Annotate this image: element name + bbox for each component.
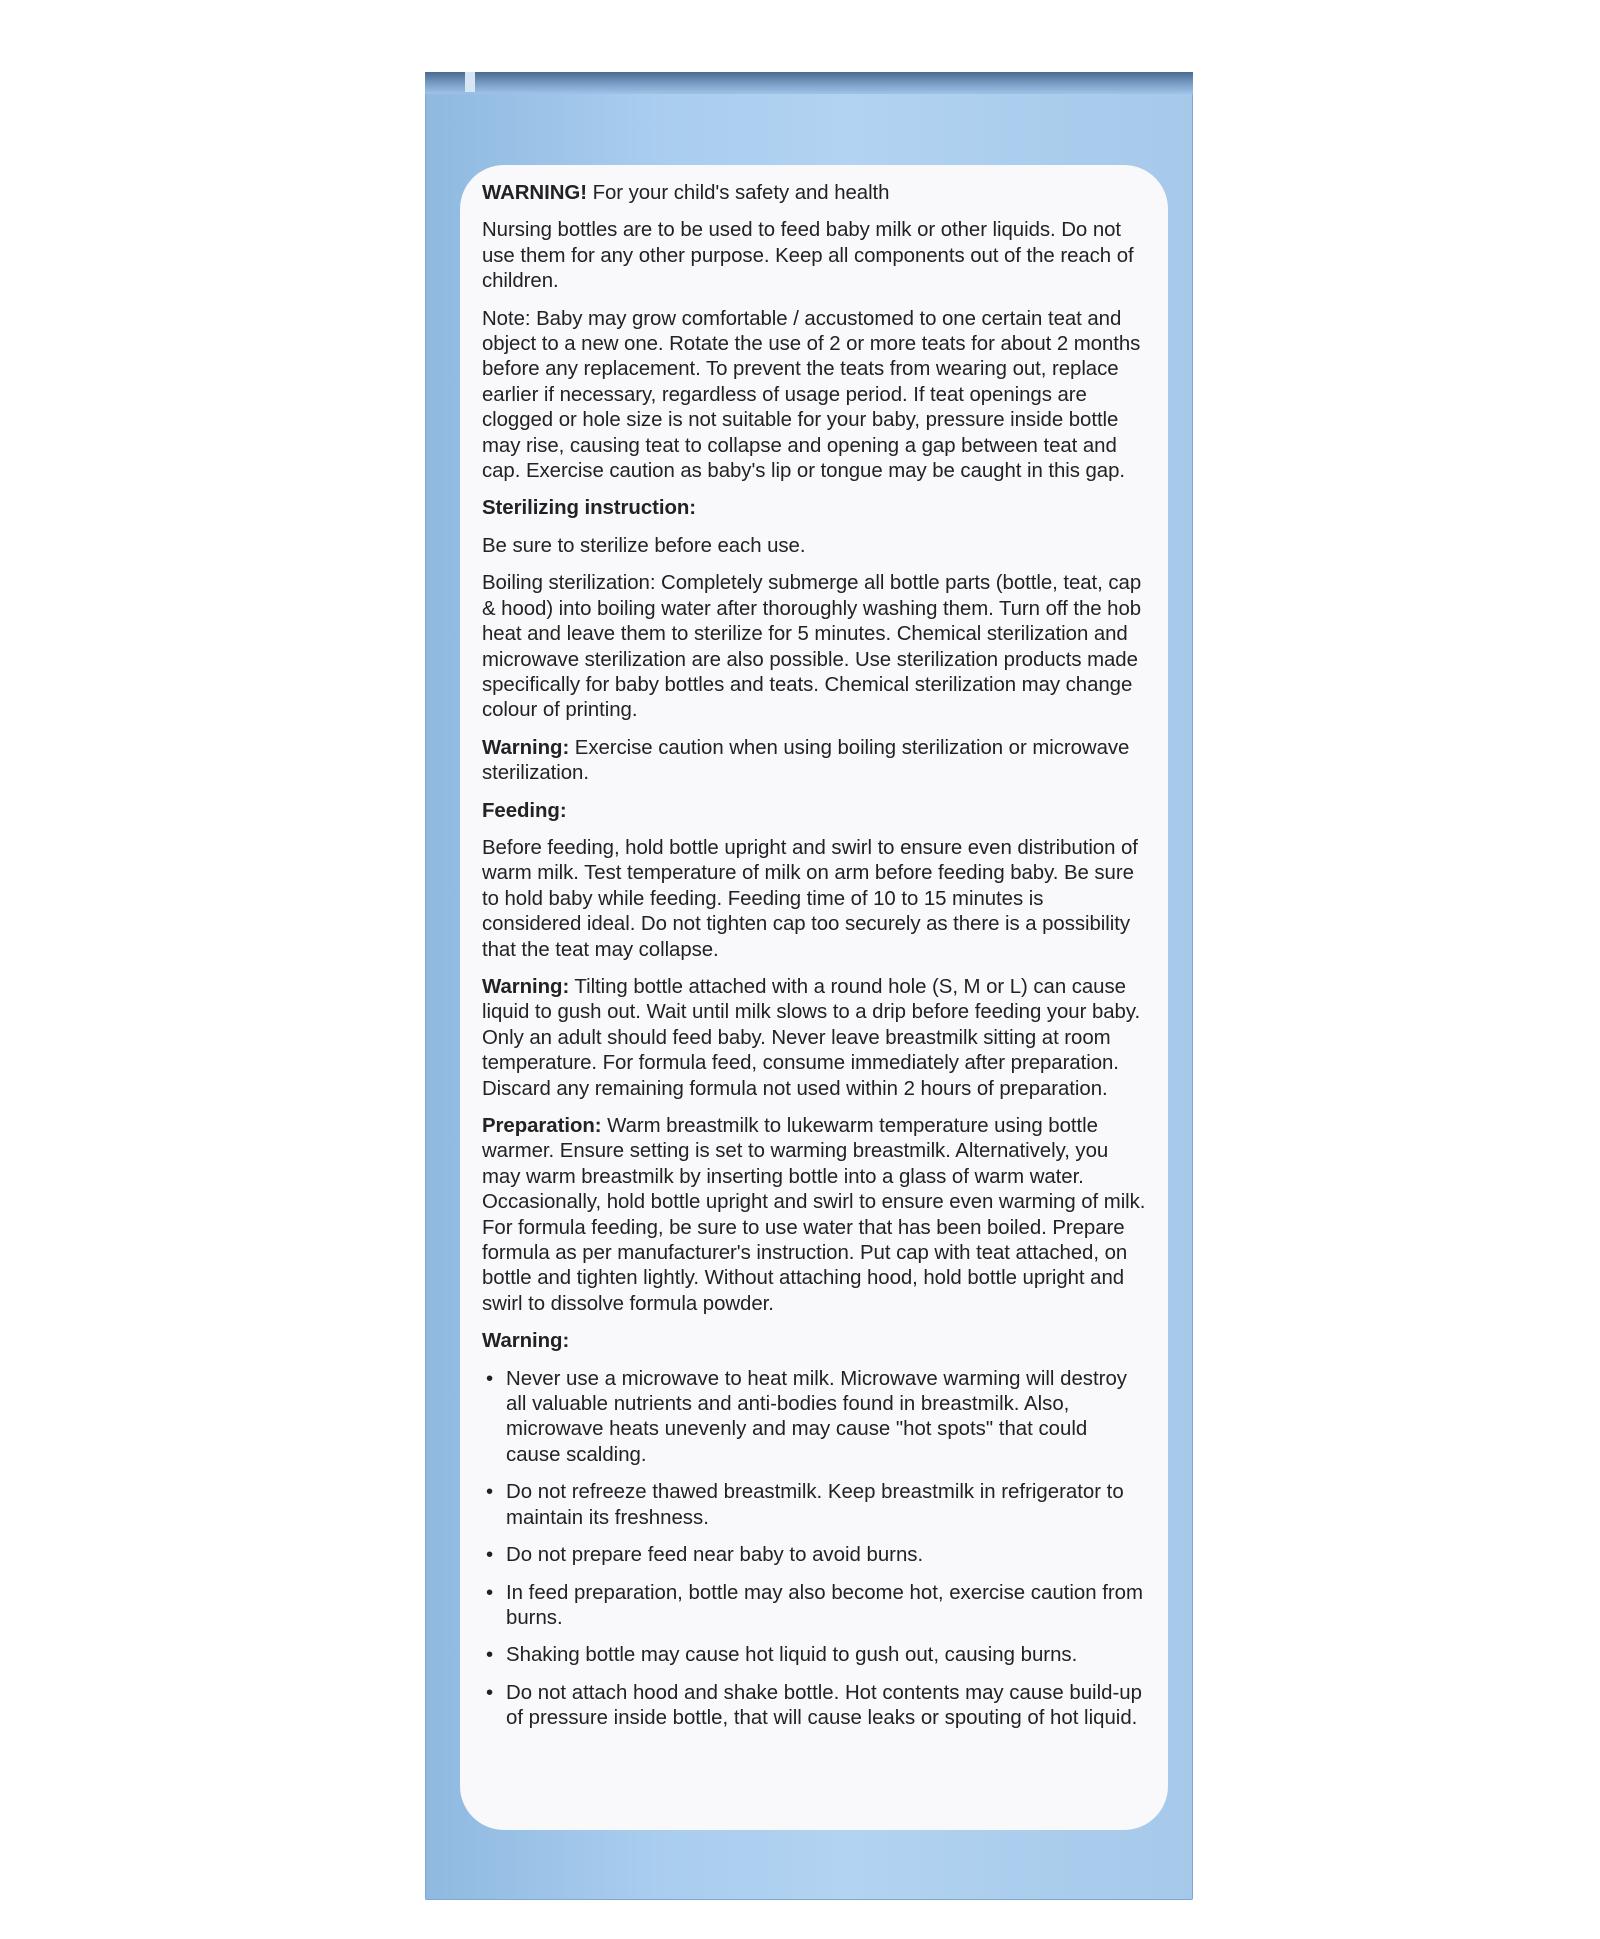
final-warning-heading xyxy=(482,1329,1146,1354)
warning-list-item: • Do not attach hood and shake bottle. Hot contents may cause build-up of pressure inside bottle, that will cause leaks or spouting of hot liquid. xyxy=(482,1681,1146,1732)
warning-intro-text: For your child's safety and health xyxy=(586,182,890,204)
note-paragraph: Note: Baby may grow comfortable / accustomed to one certain teat and object to a new one. Rotate the use of 2 or more teats for about 2 months before any replacement. To prevent the teats from wearing out, replace earlier if necessary, regardless of usage period. If teat openings are clogged or hole size is not suitable for your baby, pressure inside bottle may rise, causing teat to collapse and opening a gap between teat and cap. Exercise caution as baby's lip or tongue may be caught in this gap. xyxy=(482,307,1141,483)
sterilizing-warning-text: Exercise caution when using boiling sterilization or microwave sterilization. xyxy=(482,736,1130,785)
sterilizing-warning xyxy=(482,736,1146,787)
usage-paragraph: Nursing bottles are to be used to feed baby milk or other liquids. Do not use them for any other purpose. Keep all components out of the reach of children. xyxy=(482,219,1134,293)
feeding-heading xyxy=(482,799,1146,824)
instructions-panel xyxy=(460,165,1168,1830)
warning-list-item: • Never use a microwave to heat milk. Microwave warming will destroy all valuable nutrients and anti-bodies found in breastmilk. Also, microwave heats unevenly and may cause "hot spots" that could cause scalding. xyxy=(482,1367,1146,1469)
warning-list-item: • Do not refreeze thawed breastmilk. Keep breastmilk in refrigerator to maintain its freshness. xyxy=(482,1480,1146,1531)
flap-highlight xyxy=(465,72,475,92)
warning-list-item: • Do not prepare feed near baby to avoid burns. xyxy=(482,1543,1146,1568)
warning-list-item: • In feed preparation, bottle may also become hot, exercise caution from burns. xyxy=(482,1581,1146,1632)
feeding-warning xyxy=(482,975,1146,1102)
sterilizing-warning-label: Warning: xyxy=(482,736,570,759)
preparation-text: Warm breastmilk to lukewarm temperature using bottle warmer. Ensure setting is set to warming breastmilk. Alternatively, you may warm breastmilk by inserting bottle into a glass of warm water. Occasionally, hold bottle upright and swirl to ensure even warming of milk. For formula feeding, be sure to use water that has been boiled. Prepare formula as per manufacturer's instruction. Put cap with teat attached, on bottle and tighten lightly. Without attaching hood, hold bottle upright and swirl to dissolve formula powder. xyxy=(482,1115,1146,1315)
sterilizing-heading xyxy=(482,496,1146,521)
boiling-sterilization-paragraph: Boiling sterilization: Completely submerge all bottle parts (bottle, teat, cap & hood) into boiling water after thoroughly washing them. Turn off the hob heat and leave them to sterilize for 5 minutes. Chemical sterilization and microwave sterilization are also possible. Use sterilization products made specifically for baby bottles and teats. Chemical sterilization may change colour of printing. xyxy=(482,572,1142,722)
warning-list-item: • Shaking bottle may cause hot liquid to gush out, causing burns. xyxy=(482,1643,1146,1668)
preparation-paragraph xyxy=(482,1114,1146,1317)
preparation-label: Preparation: xyxy=(482,1115,602,1137)
feeding-heading-text: Feeding: xyxy=(482,799,567,822)
feeding-warning-text: Tilting bottle attached with a round hole (S, M or L) can cause liquid to gush out. Wait until milk slows to a drip before feeding your baby. Only an adult should feed baby. Never leave breastmilk sitting at room temperature. For formula feed, consume immediately after preparation. Discard any remaining formula not used within 2 hours of preparation. xyxy=(482,975,1141,1100)
final-warning-heading-text: Warning: xyxy=(482,1330,570,1353)
sterilize-before-use: Be sure to sterilize before each use. xyxy=(482,534,806,557)
sterilizing-heading-text: Sterilizing instruction: xyxy=(482,497,697,520)
feeding-warning-label: Warning: xyxy=(482,975,570,998)
warning-list xyxy=(482,1367,1146,1732)
warning-heading: WARNING! xyxy=(482,182,587,204)
warning-intro xyxy=(482,181,1146,206)
feeding-paragraph: Before feeding, hold bottle upright and swirl to ensure even distribution of warm milk. Test temperature of milk on arm before feeding baby. Be sure to hold baby while feeding. Feeding time of 10 to 15 minutes is considered ideal. Do not tighten cap too securely as there is a possibility that the teat may collapse. xyxy=(482,836,1138,961)
box-top-flap xyxy=(425,72,1193,94)
